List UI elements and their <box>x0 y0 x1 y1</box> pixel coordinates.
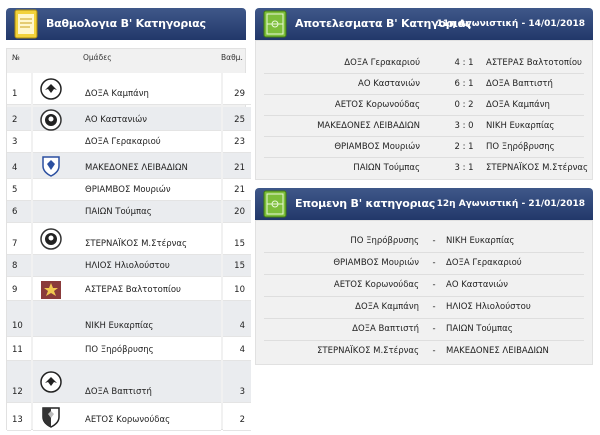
away-team: ΝΙΚΗ Ευκαρπίας <box>486 121 555 131</box>
row-team-cell <box>33 255 221 277</box>
home-team: ΑΕΤΟΣ Κορωνούδας <box>334 100 420 110</box>
home-team: ΜΑΚΕΔΟΝΕΣ ΛΕΙΒΑΔΙΩΝ <box>317 121 420 131</box>
row-points-cell <box>223 73 251 105</box>
row-team-name[interactable]: ΑΟ Καστανιών <box>85 115 147 125</box>
row-points: 15 <box>234 261 245 271</box>
results-round: 11η Αγωνιστική - 14/01/2018 <box>436 19 585 29</box>
table-row <box>7 403 245 431</box>
match-score: 3 : 0 <box>454 121 474 131</box>
pitch-icon <box>261 186 289 220</box>
away-team: ΑΟ Καστανιών <box>446 280 508 290</box>
row-team-name[interactable]: ΝΙΚΗ Ευκαρπίας <box>85 321 154 331</box>
standings-header <box>6 8 246 40</box>
next-title: Επομενη Β' κατηγοριας <box>295 197 436 210</box>
fixture-separator: - <box>432 302 436 312</box>
row-points: 2 <box>239 415 245 425</box>
table-row <box>7 361 245 403</box>
row-position-cell <box>7 107 31 131</box>
eagle-crest-logo <box>39 370 63 394</box>
results-list <box>255 40 593 180</box>
fixture-separator: - <box>432 324 436 334</box>
match-score: 3 : 1 <box>454 163 474 173</box>
row-team-cell <box>33 201 221 223</box>
standings-table <box>6 48 246 430</box>
star-crest-logo <box>39 278 63 302</box>
row-team-name[interactable]: ΠΑΙΩΝ Τούμπας <box>85 207 152 217</box>
away-team: ΗΛΙΟΣ Ηλιολούστου <box>446 302 531 312</box>
result-row[interactable] <box>256 116 592 138</box>
table-row <box>7 179 245 201</box>
row-position-cell <box>7 223 31 255</box>
row-position-cell <box>7 337 31 361</box>
result-row[interactable] <box>256 53 592 75</box>
row-points-cell <box>223 131 251 153</box>
row-team-name[interactable]: ΔΟΞΑ Καμπάνη <box>85 89 149 99</box>
row-team-name[interactable]: ΘΡΙΑΜΒΟΣ Μουριών <box>85 185 171 195</box>
pitch-icon <box>261 6 289 40</box>
table-row <box>7 337 245 361</box>
table-row <box>7 277 245 301</box>
fixture-separator: - <box>432 258 436 268</box>
row-points-cell <box>223 179 251 201</box>
match-score: 2 : 1 <box>454 142 474 152</box>
table-row <box>7 131 245 153</box>
table-row <box>7 255 245 277</box>
row-team-name[interactable]: ΑΣΤΕΡΑΣ Βαλτοτοπίου <box>85 285 181 295</box>
row-position: 7 <box>12 239 18 249</box>
row-position: 5 <box>12 185 18 195</box>
row-team-cell <box>33 301 221 337</box>
row-position-cell <box>7 73 31 105</box>
row-points: 4 <box>239 321 245 331</box>
notepad-icon <box>12 6 40 40</box>
column-pts: Βαθμ. <box>221 53 243 62</box>
away-team: ΑΣΤΕΡΑΣ Βαλτοτοπίου <box>486 58 582 68</box>
row-team-name[interactable]: ΑΕΤΟΣ Κορωνούδας <box>85 415 171 425</box>
table-row <box>7 107 245 131</box>
row-position: 2 <box>12 115 18 125</box>
row-points-cell <box>223 153 251 179</box>
next-header <box>255 188 593 220</box>
row-points-cell <box>223 201 251 223</box>
row-points-cell <box>223 223 251 255</box>
row-points-cell <box>223 277 251 301</box>
row-team-name[interactable]: ΔΟΞΑ Βαπτιστή <box>85 387 152 397</box>
round-crest-logo <box>39 108 63 132</box>
row-points: 15 <box>234 239 245 249</box>
row-points: 23 <box>234 137 245 147</box>
fixture-separator: - <box>432 236 436 246</box>
table-row <box>7 301 245 337</box>
column-team: Ομάδες <box>83 53 112 62</box>
row-position: 3 <box>12 137 18 147</box>
row-position: 4 <box>12 163 18 173</box>
row-position-cell <box>7 301 31 337</box>
results-header <box>255 8 593 40</box>
home-team: ΣΤΕΡΝΑΪΚΟΣ Μ.Στέρνας <box>317 346 419 356</box>
row-position: 8 <box>12 261 18 271</box>
away-team: ΜΑΚΕΔΟΝΕΣ ΛΕΙΒΑΔΙΩΝ <box>446 346 549 356</box>
fixture-row[interactable] <box>256 341 592 363</box>
row-team-cell <box>33 277 221 301</box>
match-score: 4 : 1 <box>454 58 474 68</box>
row-points: 21 <box>234 163 245 173</box>
row-position: 12 <box>12 387 23 397</box>
row-points: 3 <box>239 387 245 397</box>
next-list <box>255 220 593 365</box>
column-pos: № <box>12 53 20 62</box>
row-position-cell <box>7 361 31 403</box>
home-team: ΘΡΙΑΜΒΟΣ Μουριών <box>334 142 420 152</box>
eagle-crest-logo <box>39 77 63 101</box>
row-position-cell <box>7 277 31 301</box>
row-team-cell <box>33 107 221 131</box>
row-points: 21 <box>234 185 245 195</box>
result-row[interactable] <box>256 95 592 117</box>
match-score: 0 : 2 <box>454 100 474 110</box>
match-score: 6 : 1 <box>454 79 474 89</box>
next-round: 12η Αγωνιστική - 21/01/2018 <box>436 199 585 209</box>
table-row <box>7 223 245 255</box>
standings-column-headers <box>7 49 245 65</box>
row-team-cell <box>33 131 221 153</box>
row-points: 4 <box>239 345 245 355</box>
row-points: 20 <box>234 207 245 217</box>
row-position: 11 <box>12 345 23 355</box>
row-team-cell <box>33 361 221 403</box>
home-team: ΠΟ Ξηρόβρυσης <box>350 236 419 246</box>
home-team: ΔΟΞΑ Βαπτιστή <box>352 324 419 334</box>
row-team-name[interactable]: ΜΑΚΕΔΟΝΕΣ ΛΕΙΒΑΔΙΩΝ <box>85 163 188 173</box>
fixture-row[interactable] <box>256 231 592 253</box>
home-team: ΑΕΤΟΣ Κορωνούδας <box>333 280 419 290</box>
row-team-cell <box>33 223 221 255</box>
row-points: 10 <box>234 285 245 295</box>
row-team-cell <box>33 337 221 361</box>
row-points-cell <box>223 255 251 277</box>
row-position: 6 <box>12 207 18 217</box>
fixture-row[interactable] <box>256 297 592 319</box>
away-team: ΠΟ Ξηρόβρυσης <box>486 142 555 152</box>
row-team-name[interactable]: ΗΛΙΟΣ Ηλιολούστου <box>85 261 170 271</box>
row-team-cell <box>33 153 221 179</box>
fixture-separator: - <box>432 346 436 356</box>
home-team: ΠΑΙΩΝ Τούμπας <box>353 163 420 173</box>
fixture-row[interactable] <box>256 253 592 275</box>
away-team: ΠΑΙΩΝ Τούμπας <box>446 324 513 334</box>
away-team: ΔΟΞΑ Βαπτιστή <box>486 79 553 89</box>
row-position-cell <box>7 153 31 179</box>
table-row <box>7 73 245 105</box>
round-crest-logo <box>39 227 63 251</box>
results-title: Αποτελεσματα Β' Κατηγοριας <box>295 17 472 30</box>
row-position-cell <box>7 179 31 201</box>
row-team-name[interactable]: ΠΟ Ξηρόβρυσης <box>85 345 154 355</box>
result-row[interactable] <box>256 137 592 159</box>
row-points-cell <box>223 403 251 431</box>
shield-crest-logo <box>39 154 63 178</box>
fixture-separator: - <box>432 280 436 290</box>
table-row <box>7 201 245 223</box>
table-row <box>7 153 245 179</box>
home-team: ΔΟΞΑ Γερακαριού <box>344 58 420 68</box>
row-position: 1 <box>12 89 18 99</box>
result-row[interactable] <box>256 158 592 180</box>
fixture-row[interactable] <box>256 275 592 297</box>
row-position-cell <box>7 131 31 153</box>
away-team: ΣΤΕΡΝΑΪΚΟΣ Μ.Στέρνας <box>486 163 588 173</box>
row-position: 10 <box>12 321 23 331</box>
row-position-cell <box>7 403 31 431</box>
home-team: ΑΟ Καστανιών <box>358 79 420 89</box>
result-row[interactable] <box>256 74 592 96</box>
home-team: ΔΟΞΑ Καμπάνη <box>355 302 419 312</box>
black-white-shield-logo <box>39 405 63 429</box>
row-team-cell <box>33 403 221 431</box>
row-team-name[interactable]: ΣΤΕΡΝΑΪΚΟΣ Μ.Στέρνας <box>85 239 187 249</box>
row-team-cell <box>33 73 221 105</box>
home-team: ΘΡΙΑΜΒΟΣ Μουριών <box>333 258 419 268</box>
row-points-cell <box>223 337 251 361</box>
away-team: ΝΙΚΗ Ευκαρπίας <box>446 236 515 246</box>
row-team-cell <box>33 179 221 201</box>
row-position: 9 <box>12 285 18 295</box>
row-points: 29 <box>234 89 245 99</box>
away-team: ΔΟΞΑ Γερακαριού <box>446 258 522 268</box>
row-points-cell <box>223 107 251 131</box>
fixture-row[interactable] <box>256 319 592 341</box>
row-position-cell <box>7 255 31 277</box>
row-points-cell <box>223 301 251 337</box>
standings-title: Βαθμολογια Β' Κατηγοριας <box>46 17 206 30</box>
row-team-name[interactable]: ΔΟΞΑ Γερακαριού <box>85 137 161 147</box>
row-position: 13 <box>12 415 23 425</box>
row-points: 25 <box>234 115 245 125</box>
away-team: ΔΟΞΑ Καμπάνη <box>486 100 550 110</box>
row-points-cell <box>223 361 251 403</box>
row-position-cell <box>7 201 31 223</box>
